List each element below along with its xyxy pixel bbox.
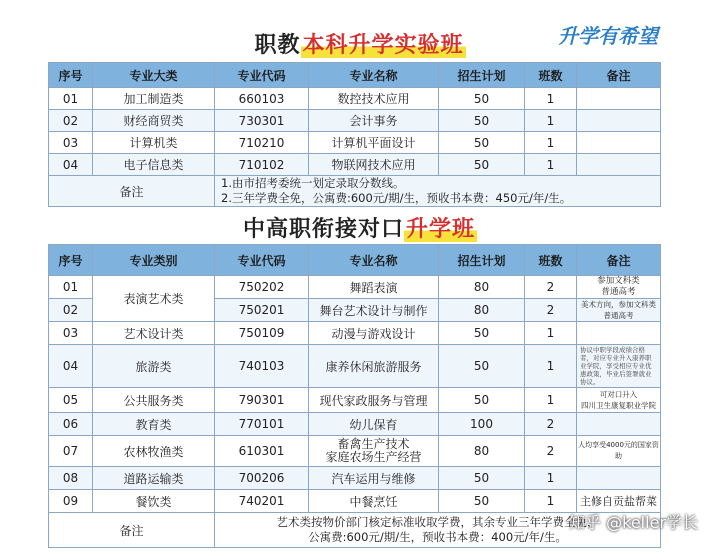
table-row [49,388,661,413]
cell: 02 [49,110,93,132]
cell: 协议中职学段成绩合格者，对应专业升入康养职业学院，享受相应专业优惠政策，毕业后签署就业协议。 [577,345,661,388]
brand-logo: 升学有希望 [558,24,658,48]
col-header: 专业名称 [309,245,439,276]
col-header: 专业代码 [215,63,309,88]
cell: 50 [439,388,525,413]
col-header: 招生计划 [439,63,525,88]
cell: 50 [439,132,525,154]
cell: 750202 [215,276,309,299]
watermark: 知乎 @keller学长 [569,513,698,532]
cell: 1 [525,490,577,513]
table-row [49,322,661,345]
cell: 会计事务 [309,110,439,132]
cell: 艺术设计类 [93,322,215,345]
cell: 动漫与游戏设计 [309,322,439,345]
cell: 2 [525,436,577,467]
cell: 08 [49,467,93,490]
table-row [49,154,661,176]
section1-title-highlight: 本科升学实验班 [302,33,464,58]
cell: 730301 [215,110,309,132]
cell: 舞蹈表演 [309,276,439,299]
cell: 主修自贡盐帮菜 [577,490,661,513]
cell: 07 [49,436,93,467]
table-row [49,413,661,436]
table-row [49,88,661,110]
cell: 幼儿保育 [309,413,439,436]
cell: 100 [439,413,525,436]
cell: 790301 [215,388,309,413]
section1-header-row [49,63,661,88]
section1-table [48,62,661,207]
cell: 04 [49,345,93,388]
cell: 80 [439,299,525,322]
table-row [49,467,661,490]
cell: 康养休闲旅游服务 [309,345,439,388]
cell: 1 [525,88,577,110]
cell: 人均享受4000元的国家资助 [577,436,661,467]
note-label: 备注 [49,176,215,207]
cell [577,154,661,176]
cell [577,110,661,132]
cell: 农林牧渔类 [93,436,215,467]
cell: 750201 [215,299,309,322]
cell: 加工制造类 [93,88,215,110]
col-header: 备注 [577,63,661,88]
cell: 50 [439,154,525,176]
cell: 50 [439,88,525,110]
cell: 740103 [215,345,309,388]
cell: 数控技术应用 [309,88,439,110]
cell: 710102 [215,154,309,176]
cell: 2 [525,299,577,322]
cell: 表演艺术类 [93,276,215,322]
cell: 770101 [215,413,309,436]
cell: 80 [439,276,525,299]
cell: 1 [525,110,577,132]
cell [577,467,661,490]
col-header: 专业代码 [215,245,309,276]
note-line: 艺术类按物价部门核定标准收取学费，其余专业三年学费全免， [276,515,599,529]
section2-title-highlight: 升学班 [406,217,476,242]
cell: 公共服务类 [93,388,215,413]
cell: 740201 [215,490,309,513]
section2-title [0,212,720,243]
col-header: 序号 [49,63,93,88]
cell: 1 [525,132,577,154]
cell: 美术方向，参加文科类 普通高考 [577,299,661,322]
cell: 700206 [215,467,309,490]
cell: 道路运输类 [93,467,215,490]
cell: 04 [49,154,93,176]
cell: 教育类 [93,413,215,436]
col-header: 专业大类 [93,63,215,88]
cell: 1 [525,467,577,490]
cell: 1 [525,345,577,388]
note-line: 2.三年学费全免，公寓费:600元/期/生，预收书本费：450元/年/生。 [221,191,572,205]
col-header: 专业名称 [309,63,439,88]
note-line: 1.由市招考委统一划定录取分数线。 [221,176,405,190]
cell: 参加文科类 普通高考 [577,276,661,299]
cell: 50 [439,322,525,345]
note-line: 公寓费:600元/期/生，预收书本费：400元/年/生。 [308,530,567,544]
section2-table [48,244,661,548]
cell: 计算机类 [93,132,215,154]
cell: 财经商贸类 [93,110,215,132]
cell: 电子信息类 [93,154,215,176]
table-row [49,345,661,388]
cell: 06 [49,413,93,436]
table-row [49,132,661,154]
cell: 1 [525,322,577,345]
cell: 01 [49,276,93,299]
cell: 02 [49,299,93,322]
cell [577,322,661,345]
cell: 03 [49,132,93,154]
cell: 中餐烹饪 [309,490,439,513]
note-row [49,176,661,207]
cell: 可对口升入 四川卫生康复职业学院 [577,388,661,413]
col-header: 班数 [525,63,577,88]
cell: 05 [49,388,93,413]
col-header: 专业类别 [93,245,215,276]
cell: 汽车运用与维修 [309,467,439,490]
cell: 50 [439,490,525,513]
cell [577,88,661,110]
cell [577,413,661,436]
section2-header-row [49,245,661,276]
cell: 50 [439,345,525,388]
cell: 01 [49,88,93,110]
cell: 50 [439,110,525,132]
cell: 1 [525,388,577,413]
cell: 现代家政服务与管理 [309,388,439,413]
cell: 1 [525,154,577,176]
table-row [49,436,661,467]
cell: 750109 [215,322,309,345]
section1-title-plain: 职教 [254,33,301,58]
cell [577,132,661,154]
section2-title-plain: 中高职衔接对口 [242,217,404,242]
cell: 畜禽生产技术 家庭农场生产经营 [309,436,439,467]
cell: 物联网技术应用 [309,154,439,176]
cell: 2 [525,276,577,299]
cell: 710210 [215,132,309,154]
cell: 09 [49,490,93,513]
cell: 旅游类 [93,345,215,388]
cell: 80 [439,436,525,467]
note-label: 备注 [49,513,215,548]
cell: 餐饮类 [93,490,215,513]
cell: 610301 [215,436,309,467]
col-header: 序号 [49,245,93,276]
col-header: 班数 [525,245,577,276]
cell: 2 [525,413,577,436]
cell: 舞台艺术设计与制作 [309,299,439,322]
cell: 03 [49,322,93,345]
table-row [49,110,661,132]
note-text [215,176,661,207]
cell: 50 [439,467,525,490]
col-header: 备注 [577,245,661,276]
col-header: 招生计划 [439,245,525,276]
cell: 计算机平面设计 [309,132,439,154]
cell: 660103 [215,88,309,110]
table-row [49,276,661,299]
